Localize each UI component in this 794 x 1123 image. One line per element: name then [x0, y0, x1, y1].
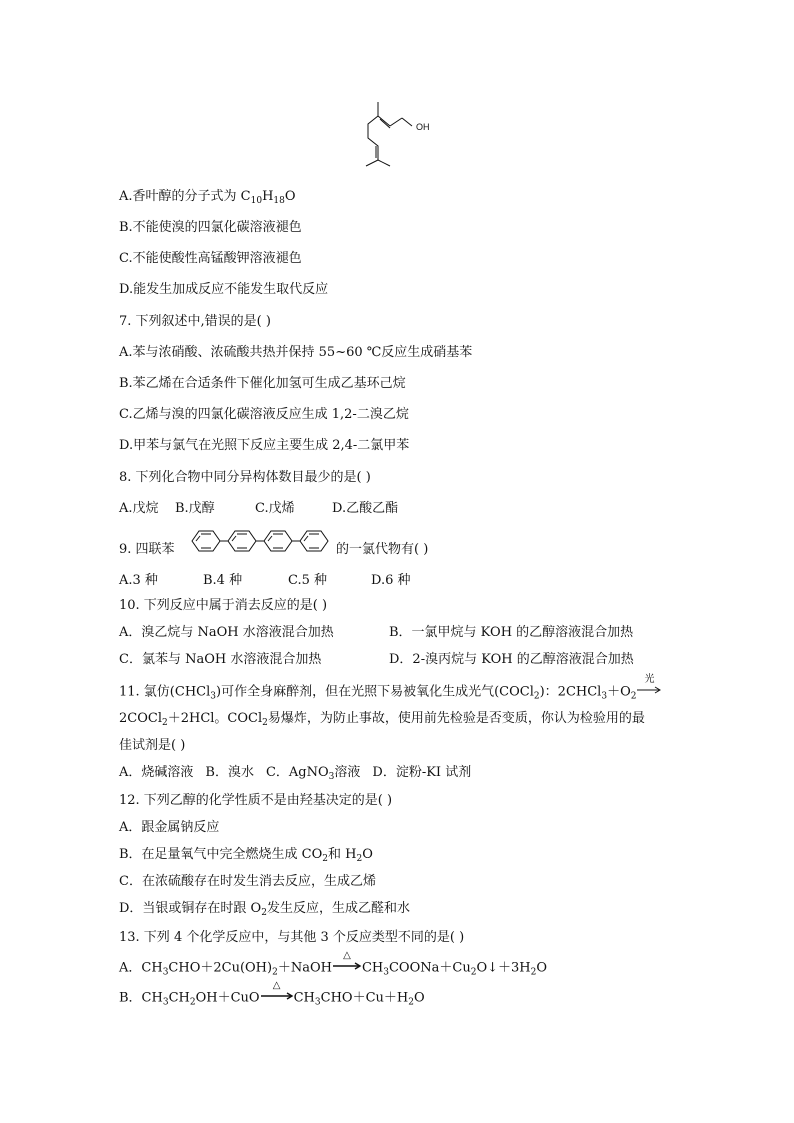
q9-prefix: 9. 四联苯	[119, 542, 175, 557]
q6-option-d: D.能发生加成反应不能发生取代反应	[119, 282, 329, 297]
q8-stem: 8. 下列化合物中同分异构体数目最少的是( )	[119, 470, 371, 485]
q10-stem: 10. 下列反应中属于消去反应的是( )	[119, 598, 328, 613]
q7-option-c: C.乙烯与溴的四氯化碳溶液反应生成 1,2-二溴乙烷	[119, 407, 409, 422]
q11-line1: 11. 氯仿(CHCl$_3$)可作全身麻醉剂，但在光照下易被氧化生成光气(COCl$_2$)：$2CHCl_3+O_2$ 光	[119, 683, 662, 706]
q6-option-c: C.不能使酸性高锰酸钾溶液褪色	[119, 251, 302, 266]
q11-line2: 2COCl$_2$＋2HCl。COCl$_2$易爆炸，为防止事故，使用前先检验是否变质，你认为检验用的最	[119, 711, 645, 728]
q13-option-b: B．$CH_3CH_2OH+CuO$ △ $CH_3CHO+Cu+H_2O$	[119, 980, 425, 1008]
q7-option-a: A.苯与浓硝酸、浓硫酸共热并保持 55~60 ℃反应生成硝基苯	[119, 345, 473, 360]
q9-options: A.3 种 B.4 种 C.5 种 D.6 种	[119, 573, 411, 588]
heat-arrow: △	[332, 959, 362, 977]
quaterphenyl-structure	[188, 528, 332, 554]
q11-line3: 佳试剂是( )	[119, 738, 186, 753]
q12-option-a: A．跟金属钠反应	[119, 820, 220, 835]
q7-stem: 7. 下列叙述中,错误的是( )	[119, 314, 271, 329]
geraniol-structure	[346, 98, 446, 178]
q7-option-d: D.甲苯与氯气在光照下反应主要生成 2,4-二氯甲苯	[119, 438, 410, 453]
q11-options: A．烧碱溶液 B．溴水 C．AgNO$_3$溶液 D．淀粉-KI 试剂	[119, 765, 472, 782]
oh-label: OH	[416, 122, 430, 132]
q6-option-a: A.香叶醇的分子式为 $C_{10}H_{18}O$	[119, 189, 296, 206]
q12-option-d: D．当银或铜存在时跟 $O_2$发生反应，生成乙醛和水	[119, 901, 410, 918]
q12-stem: 12. 下列乙醇的化学性质不是由羟基决定的是( )	[119, 793, 393, 808]
q10-option-a: A．溴乙烷与 NaOH 水溶液混合加热	[119, 625, 334, 640]
light-arrow: 光	[636, 683, 662, 701]
q7-option-b: B.苯乙烯在合适条件下催化加氢可生成乙基环己烷	[119, 376, 406, 391]
q10-option-c: C．氯苯与 NaOH 水溶液混合加热	[119, 652, 322, 667]
q12-option-b: B．在足量氧气中完全燃烧生成 $CO_2$和 $H_2O$	[119, 847, 373, 864]
q12-option-c: C．在浓硫酸存在时发生消去反应，生成乙烯	[119, 874, 376, 889]
q9-suffix: 的一氯代物有( )	[336, 542, 429, 557]
q6-option-b: B.不能使溴的四氯化碳溶液褪色	[119, 220, 302, 235]
q8-options: A.戊烷 B.戊醇 C.戊烯 D.乙酸乙酯	[119, 501, 399, 516]
q13-option-a: A．$CH_3CHO+2Cu(OH)_2+NaOH$ △ $CH_3COONa+Cu_2O↓+3H_2O$	[119, 950, 548, 978]
heat-arrow: △	[260, 989, 294, 1007]
q13-stem: 13. 下列 4 个化学反应中，与其他 3 个反应类型不同的是( )	[119, 930, 465, 945]
q10-option-d: D．2-溴丙烷与 KOH 的乙醇溶液混合加热	[389, 652, 634, 667]
q10-option-b: B．一氯甲烷与 KOH 的乙醇溶液混合加热	[389, 625, 634, 640]
